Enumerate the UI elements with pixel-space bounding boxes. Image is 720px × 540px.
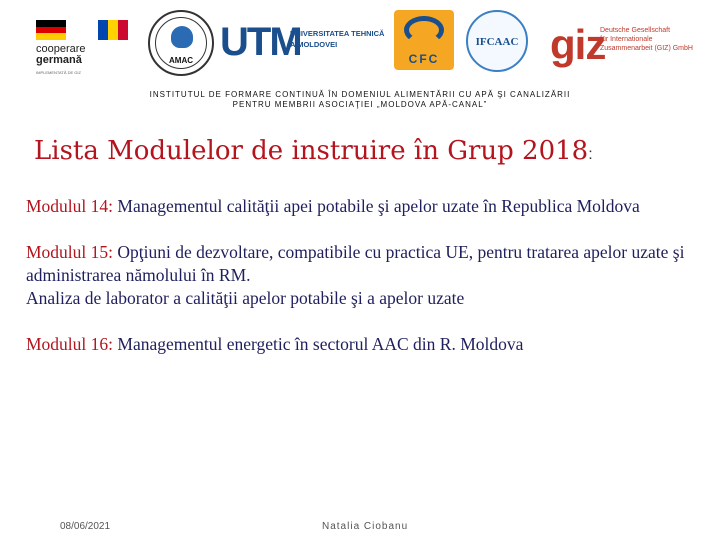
page-title-colon: : <box>588 146 593 163</box>
germany-flag-icon <box>36 20 66 40</box>
logo-strip <box>0 10 720 84</box>
giz-line1: Deutsche Gesellschaft <box>600 27 671 34</box>
coop-line1: cooperare <box>36 43 86 55</box>
footer-author: Natalia Ciobanu <box>322 521 409 532</box>
coop-small: IMPLEMENTATĂ DE GIZ <box>36 70 81 75</box>
utm-logo <box>220 10 385 78</box>
ifcaac-label: IFCAAC <box>475 36 519 48</box>
module-item-16 <box>26 333 706 356</box>
giz-line3: Zusammenarbeit (GIZ) GmbH <box>600 45 693 52</box>
amac-seal-icon <box>148 10 214 76</box>
utm-line1: UNIVERSITATEA TEHNICĂ <box>290 29 385 38</box>
cfc-arc-icon <box>404 16 444 44</box>
moldova-flag-icon <box>98 20 128 40</box>
module-number: Modulul 15: <box>26 242 114 262</box>
utm-mark: UTM <box>220 20 301 64</box>
utm-line2: A MOLDOVEI <box>290 40 338 49</box>
amac-logo <box>148 10 216 78</box>
footer-date: 08/06/2021 <box>60 521 111 532</box>
module-text: Managementul calităţii apei potabile şi apelor uzate în Republica Moldova <box>113 196 640 216</box>
module-text: Managementul energetic în sectorul AAC din R. Moldova <box>113 334 524 354</box>
cfc-logo <box>394 10 454 78</box>
page-title-text: Lista Modulelor de instruire în Grup 2018 <box>34 136 589 166</box>
institute-header <box>0 90 720 110</box>
cfc-label: CFC <box>408 52 440 66</box>
ifcaac-logo <box>466 10 528 78</box>
giz-logo <box>548 10 698 78</box>
ifcaac-circle-icon <box>466 10 528 72</box>
module-number: Modulul 14: <box>26 196 114 216</box>
institute-line2: PENTRU MEMBRII ASOCIAŢIEI „MOLDOVA APĂ-CANAL” <box>232 100 488 109</box>
module-text: Opţiuni de dezvoltare, compatibile cu practica UE, pentru tratarea apelor uzate şi administrarea nămolului în RM. <box>26 242 685 285</box>
cooperare-germana-logo <box>36 10 128 78</box>
coop-line2: germană <box>36 54 82 66</box>
module-number: Modulul 16: <box>26 334 114 354</box>
giz-line2: für Internationale <box>600 36 653 43</box>
institute-line1: INSTITUTUL DE FORMARE CONTINUĂ ÎN DOMENIUL ALIMENTĂRII CU APĂ ŞI CANALIZĂRII <box>149 90 571 99</box>
module-item-15 <box>26 241 706 310</box>
page-title <box>34 136 694 166</box>
module-list <box>26 195 706 379</box>
amac-label: AMAC <box>169 56 193 65</box>
module-extra-text: Analiza de laborator a calităţii apelor potabile şi a apelor uzate <box>26 288 465 308</box>
module-item-14 <box>26 195 706 218</box>
giz-mark: giz <box>550 21 606 68</box>
